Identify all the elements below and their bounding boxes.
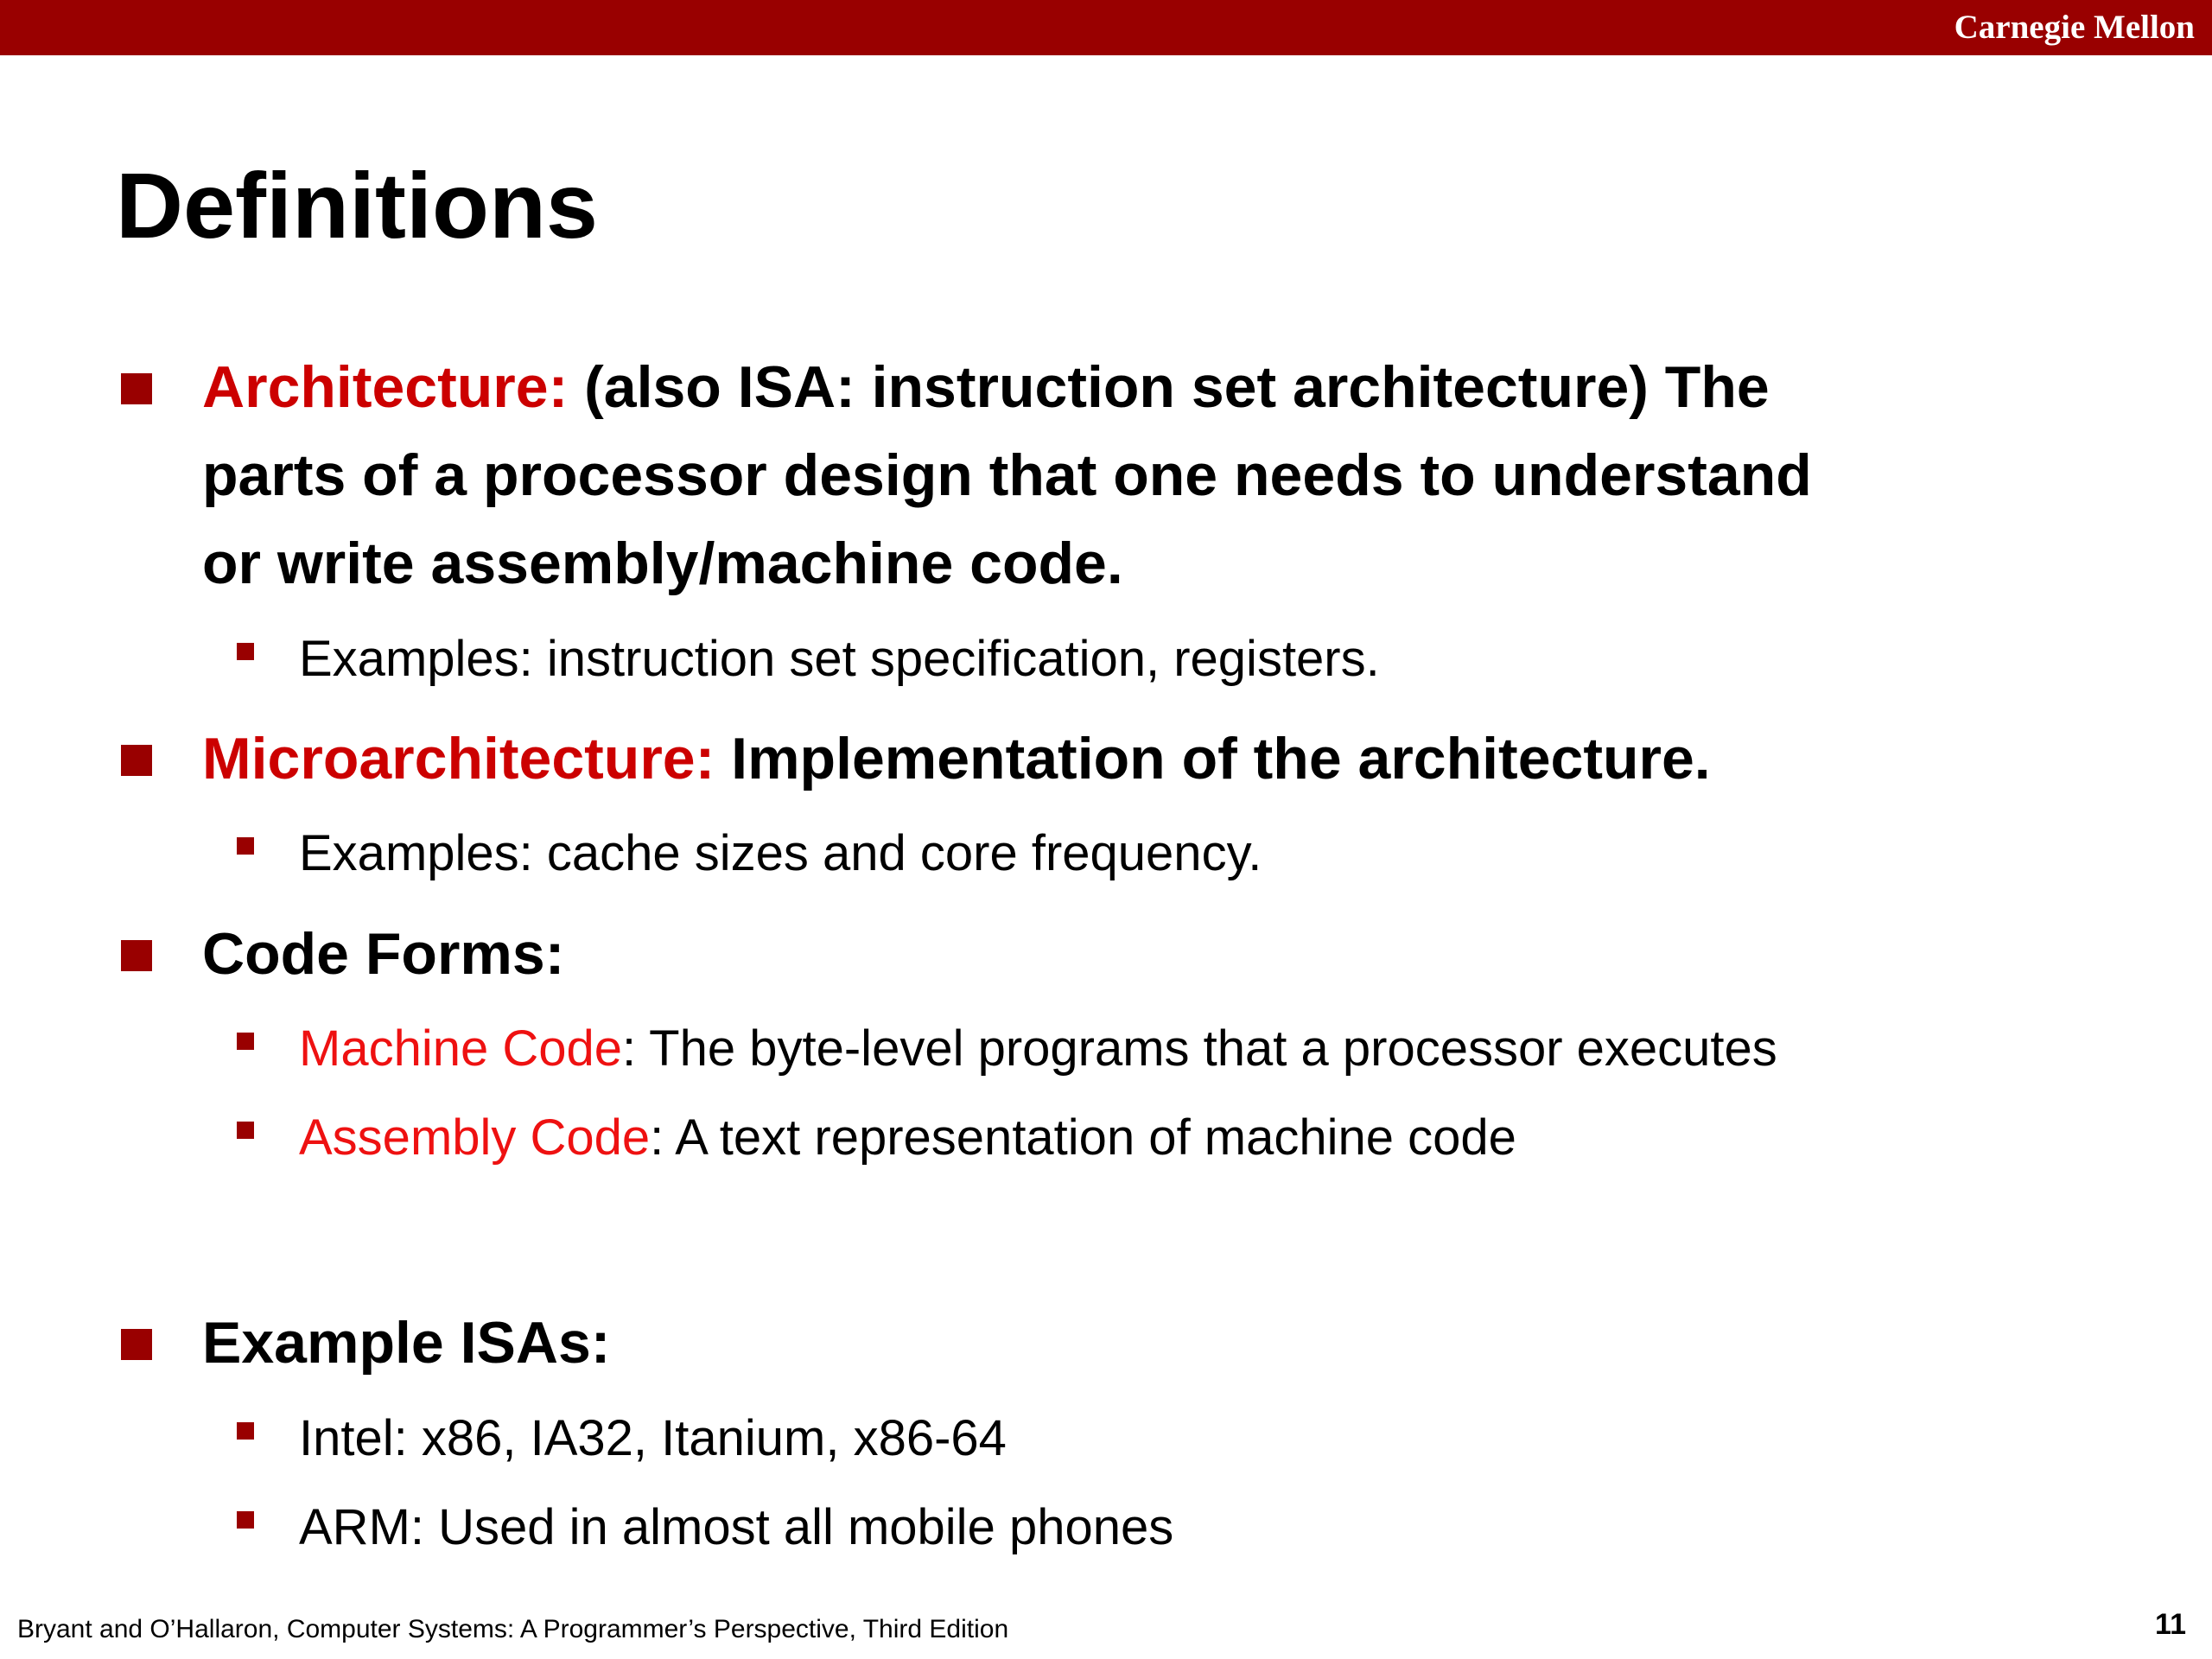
term-microarchitecture: Microarchitecture: bbox=[202, 726, 715, 791]
slide-title: Definitions bbox=[116, 153, 598, 257]
term-architecture: Architecture: bbox=[202, 354, 569, 420]
microarchitecture-definition: Implementation of the architecture. bbox=[715, 726, 1711, 791]
bullet-microarchitecture bbox=[202, 715, 1711, 803]
sub-bullet-square-icon bbox=[237, 643, 254, 660]
sub-bullet-arm: ARM: Used in almost all mobile phones bbox=[299, 1499, 1174, 1555]
sub-bullet-square-icon bbox=[237, 1422, 254, 1440]
term-assembly-code: Assembly Code bbox=[299, 1109, 651, 1166]
bullet-square-icon bbox=[121, 940, 152, 971]
sub-bullet-square-icon bbox=[237, 1122, 254, 1139]
bullet-square-icon bbox=[121, 1329, 152, 1360]
bullet-example-isas: Example ISAs: bbox=[202, 1310, 611, 1376]
sub-bullet-square-icon bbox=[237, 1511, 254, 1529]
brand-name: Carnegie Mellon bbox=[1954, 9, 2195, 46]
sub-bullet-architecture-examples: Examples: instruction set specification, registers. bbox=[299, 631, 1380, 687]
footer-citation: Bryant and O’Hallaron, Computer Systems: A Programmer’s Perspective, Third Edition bbox=[17, 1615, 1009, 1643]
sub-bullet-machine-code bbox=[299, 1006, 1777, 1092]
sub-bullet-microarchitecture-examples: Examples: cache sizes and core frequency. bbox=[299, 825, 1262, 881]
page-number: 11 bbox=[2155, 1608, 2186, 1641]
bullet-architecture-line2: parts of a processor design that one needs to understand bbox=[202, 442, 1812, 508]
machine-code-definition: : The byte-level programs that a processor executes bbox=[622, 1020, 1777, 1077]
sub-bullet-square-icon bbox=[237, 1033, 254, 1050]
assembly-code-definition: : A text representation of machine code bbox=[650, 1109, 1516, 1166]
sub-bullet-intel: Intel: x86, IA32, Itanium, x86-64 bbox=[299, 1410, 1007, 1466]
sub-bullet-assembly-code bbox=[299, 1095, 1516, 1181]
architecture-definition: (also ISA: instruction set architecture) The bbox=[568, 354, 1770, 420]
sub-bullet-square-icon bbox=[237, 837, 254, 855]
header-bar bbox=[0, 0, 2212, 55]
bullet-square-icon bbox=[121, 745, 152, 776]
bullet-code-forms: Code Forms: bbox=[202, 921, 565, 987]
bullet-architecture-line1 bbox=[202, 343, 1770, 431]
bullet-square-icon bbox=[121, 373, 152, 404]
bullet-architecture-line3: or write assembly/machine code. bbox=[202, 531, 1123, 596]
term-machine-code: Machine Code bbox=[299, 1020, 622, 1077]
